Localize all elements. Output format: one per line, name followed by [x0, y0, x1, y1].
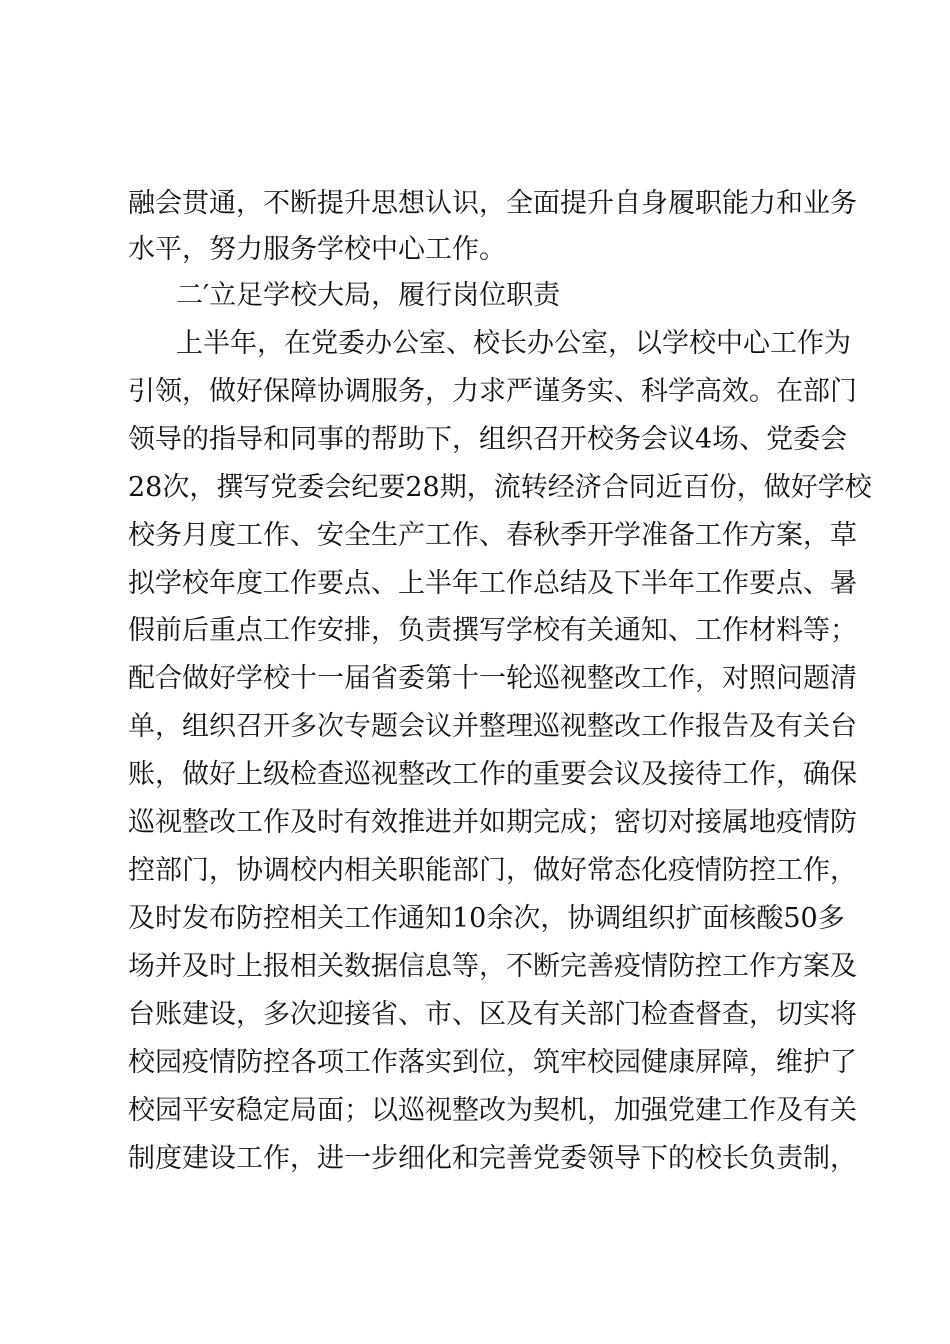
paragraph-line: 校务月度工作、安全生产工作、春秋季开学准备工作方案，草 [128, 520, 857, 551]
paragraph-line: 台账建设，多次迎接省、市、区及有关部门检查督查，切实将 [128, 999, 857, 1030]
paragraph-line: 场并及时上报相关数据信息等，不断完善疫情防控工作方案及 [128, 951, 857, 982]
section-heading: 二′立足学校大局，履行岗位职责 [176, 280, 561, 311]
paragraph-line: 上半年，在党委办公室、校长办公室，以学校中心工作为 [176, 328, 851, 359]
paragraph-line: 校园平安稳定局面；以巡视整改为契机，加强党建工作及有关 [128, 1095, 857, 1126]
paragraph-line: 28次，撰写党委会纪要28期，流转经济合同近百份，做好学校 [128, 472, 872, 503]
paragraph-line: 单，组织召开多次专题会议并整理巡视整改工作报告及有关台 [128, 711, 857, 742]
paragraph-line: 控部门，协调校内相关职能部门，做好常态化疫情防控工作， [128, 855, 857, 886]
paragraph-line: 账，做好上级检查巡视整改工作的重要会议及接待工作，确保 [128, 759, 857, 790]
paragraph-line: 巡视整改工作及时有效推进并如期完成；密切对接属地疫情防 [128, 807, 857, 838]
paragraph-line: 假前后重点工作安排，负责撰写学校有关通知、工作材料等； [128, 615, 857, 646]
paragraph-line: 拟学校年度工作要点、上半年工作总结及下半年工作要点、暑 [128, 568, 857, 599]
paragraph-line: 融会贯通，不断提升思想认识，全面提升自身履职能力和业务 [128, 188, 857, 219]
paragraph-line: 及时发布防控相关工作通知10余次，协调组织扩面核酸50多 [128, 903, 845, 934]
paragraph-line: 配合做好学校十一届省委第十一轮巡视整改工作，对照问题清 [128, 663, 857, 694]
paragraph-line: 水平，努力服务学校中心工作。 [128, 234, 506, 265]
paragraph-line: 制度建设工作，进一步细化和完善党委领导下的校长负责制， [128, 1143, 857, 1174]
paragraph-line: 领导的指导和同事的帮助下，组织召开校务会议4场、党委会 [128, 424, 848, 455]
paragraph-line: 校园疫情防控各项工作落实到位，筑牢校园健康屏障，维护了 [128, 1047, 857, 1078]
paragraph-line: 引领，做好保障协调服务，力求严谨务实、科学高效。在部门 [128, 376, 857, 407]
